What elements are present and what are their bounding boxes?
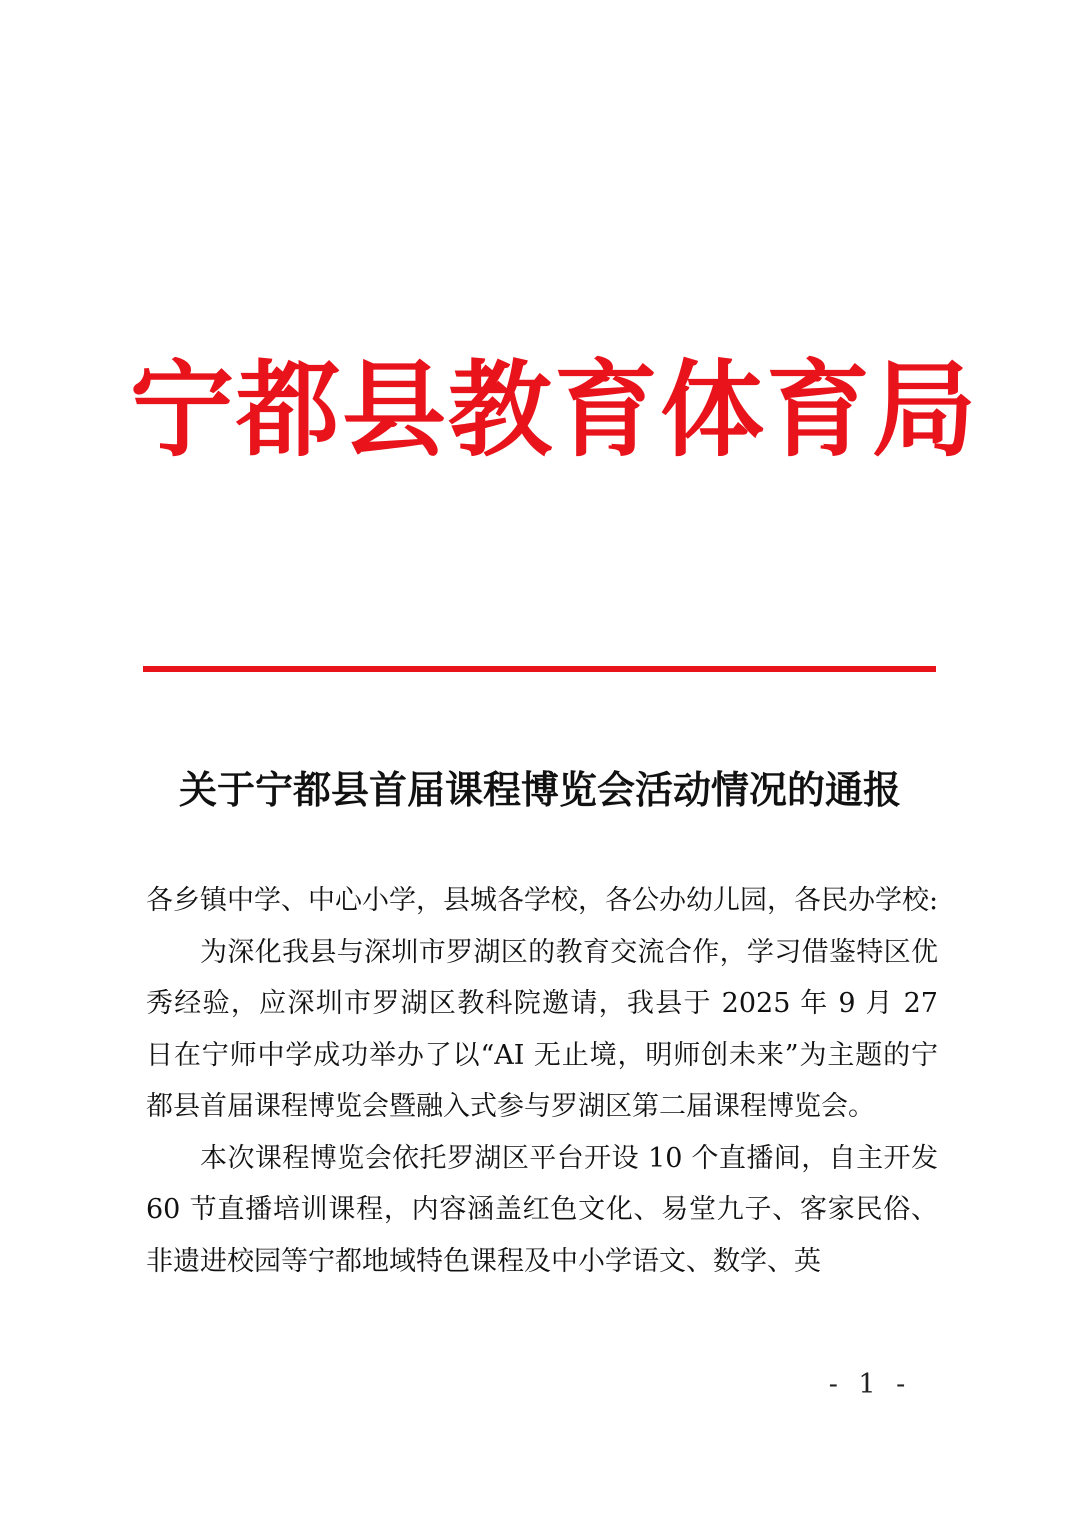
red-divider-line [143, 666, 936, 672]
salutation: 各乡镇中学、中心小学，县城各学校，各公办幼儿园，各民办学校: [146, 885, 939, 916]
document-body [146, 875, 938, 1287]
document-title: 关于宁都县首届课程博览会活动情况的通报 [178, 767, 901, 812]
body-paragraph-1: 为深化我县与深圳市罗湖区的教育交流合作，学习借鉴特区优秀经验，应深圳市罗湖区教科院邀请，我县于 2025 年 9 月 27 日在宁师中学成功举办了以“AI 无止境，明师创未来”为主题的宁都县首届课程博览会暨融入式参与罗湖区第二届课程博览会。 [146, 936, 938, 1122]
body-paragraph-2: 本次课程博览会依托罗湖区平台开设 10 个直播间，自主开发 60 节直播培训课程，内容涵盖红色文化、易堂九子、客家民俗、非遗进校园等宁都地域特色课程及中小学语文、数学、英 [146, 1142, 938, 1277]
page-number: - 1 - [828, 1369, 912, 1400]
issuer-heading: 宁都县教育体育局 [130, 349, 979, 471]
